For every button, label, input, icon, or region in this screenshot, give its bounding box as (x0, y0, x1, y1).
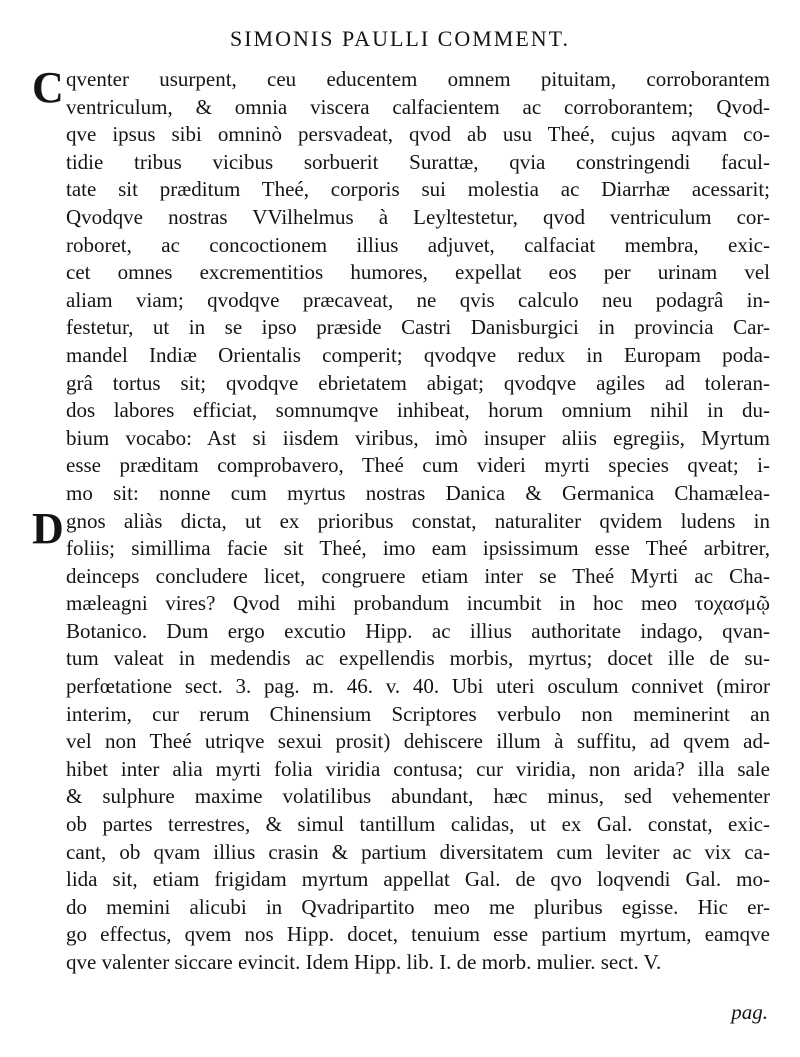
text-line: dos labores efficiat, somnumqve inhibeat, horum omnium nihil in du- (66, 398, 770, 423)
text-line: Botanico. Dum ergo excutio Hipp. ac illius authoritate indago, qvan- (66, 618, 770, 643)
text-line: cant, ob qvam illius crasin & partium diversitatem cum leviter ac vix ca- (66, 839, 770, 864)
text-line: Qvodqve nostras VVilhelmus à Leyltestetur, qvod ventriculum cor- (66, 204, 770, 229)
text-line: mo sit: nonne cum myrtus nostras Danica & Germanica Chamælea- (66, 480, 770, 505)
text-line: perfœtatione sect. 3. pag. m. 46. v. 40. Ubi uteri osculum connivet (miror (66, 674, 770, 699)
marginal-letter-c: C (32, 63, 64, 112)
text-line: ob partes terrestres, & simul tantillum calidas, ut ex Gal. constat, exic- (66, 812, 770, 837)
running-header: SIMONIS PAULLI COMMENT. (230, 26, 570, 51)
text-line: tum valeat in medendis ac expellendis morbis, myrtus; docet ille de su- (66, 646, 770, 671)
text-line: do memini alicubi in Qvadripartito meo me pluribus egisse. Hic er- (66, 894, 770, 919)
text-line: bium vocabo: Ast si iisdem viribus, imò insuper aliis egregiis, Myrtum (66, 425, 770, 450)
text-line: ventriculum, & omnia viscera calfacientem ac corroborantem; Qvod- (66, 94, 770, 119)
text-line: esse præditam comprobavero, Theé cum videri myrti species qveat; i- (66, 453, 770, 478)
text-line: mæleagni vires? Qvod mihi probandum incumbit in hoc meo τοχασμῷ (66, 591, 770, 616)
text-line: deinceps concludere licet, congruere etiam inter se Theé Myrti ac Cha- (66, 563, 770, 588)
text-line: cet omnes excrementitios humores, expellat eos per urinam vel (66, 260, 770, 285)
text-line: aliam viam; qvodqve præcaveat, ne qvis calculo neu podagrâ in- (66, 287, 770, 312)
text-line: hibet inter alia myrti folia viridia contusa; cur viridia, non arida? illa sale (66, 756, 770, 781)
text-line: tidie tribus vicibus sorbuerit Surattæ, qvia constringendi facul- (66, 149, 770, 174)
text-line: roboret, ac concoctionem illius adjuvet, calfaciat membra, exic- (66, 232, 770, 257)
body-text (66, 66, 770, 977)
text-line: qve valenter siccare evincit. Idem Hipp. lib. I. de morb. mulier. sect. V. (66, 950, 662, 974)
text-line: tate sit præditum Theé, corporis sui molestia ac Diarrhæ acessarit; (66, 177, 770, 202)
catchword: pag. (731, 1000, 768, 1024)
text-line: interim, cur rerum Chinensium Scriptores verbulo non meminerint an (66, 701, 770, 726)
text-line: & sulphure maxime volatilibus abundant, hæc minus, sed vehementer (66, 784, 770, 809)
marginal-letter-d: D (32, 504, 64, 553)
text-line: gnos aliàs dicta, ut ex prioribus constat, naturaliter qvidem ludens in (66, 508, 770, 533)
text-line: vel non Theé utriqve sexui prosit) dehiscere illum à suffitu, ad qvem ad- (66, 729, 770, 754)
text-line: qve ipsus sibi omninò persvadeat, qvod ab usu Theé, cujus aqvam co- (66, 122, 770, 147)
text-line: grâ tortus sit; qvodqve ebrietatem abigat; qvodqve agiles ad toleran- (66, 370, 770, 395)
text-line: foliis; simillima facie sit Theé, imo eam ipsissimum esse Theé arbitrer, (66, 536, 770, 561)
text-line: lida sit, etiam frigidam myrtum appellat Gal. de qvo loqvendi Gal. mo- (66, 867, 770, 892)
text-line: go effectus, qvem nos Hipp. docet, tenuium esse partium myrtum, eamqve (66, 922, 770, 947)
text-line: mandel Indiæ Orientalis comperit; qvodqve redux in Europam poda- (66, 342, 770, 367)
text-line: festetur, ut in se ipso præside Castri Danisburgici in provincia Car- (66, 315, 770, 340)
text-line: qventer usurpent, ceu educentem omnem pituitam, corroborantem (66, 67, 770, 91)
